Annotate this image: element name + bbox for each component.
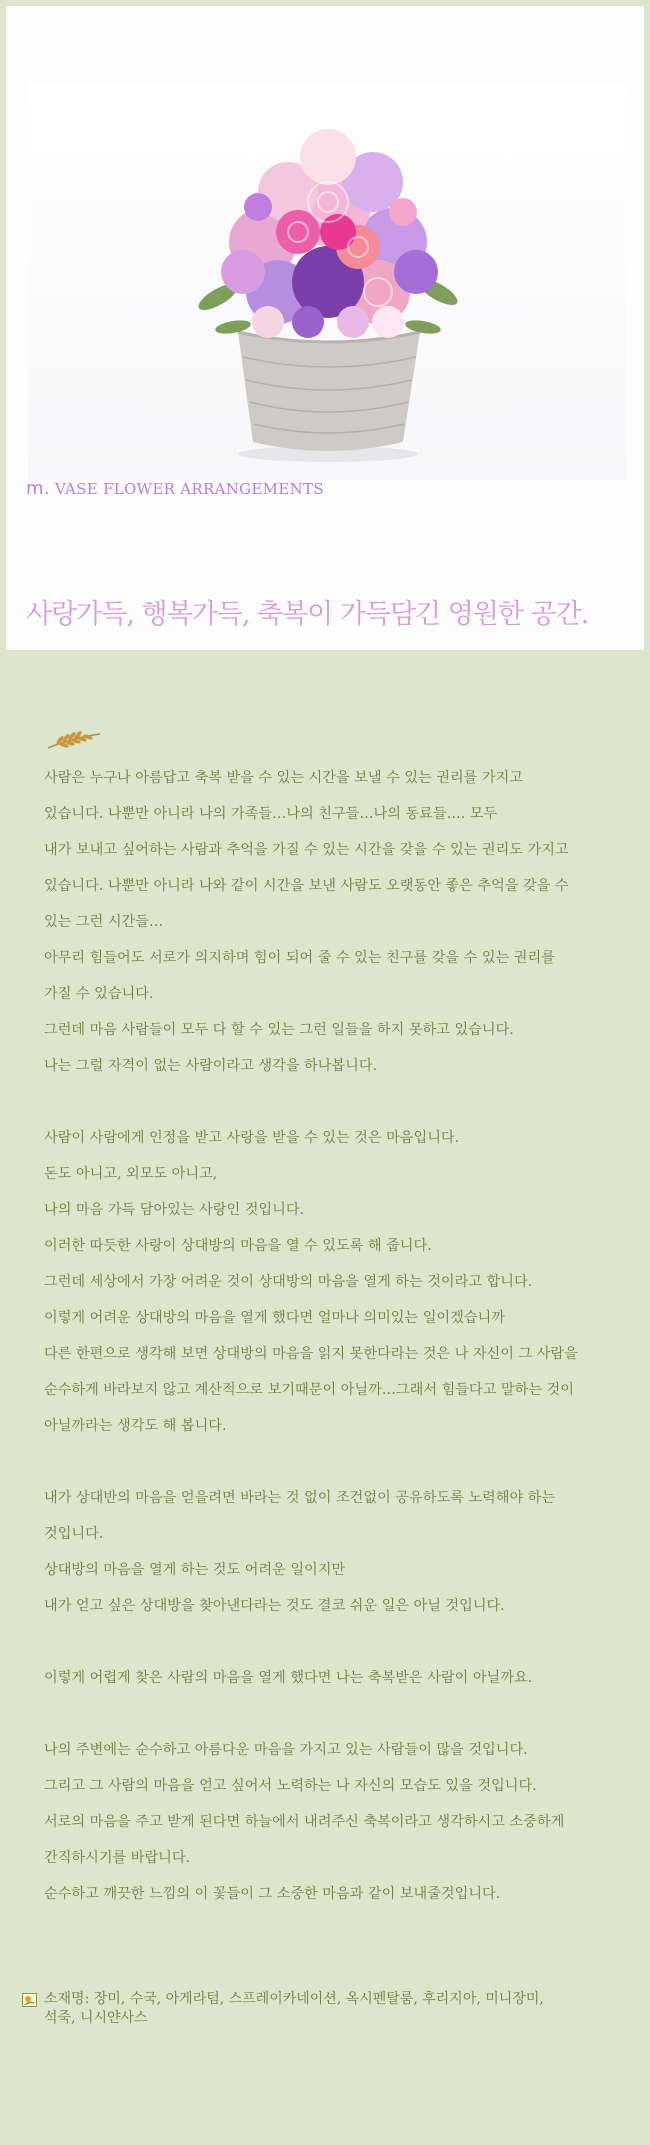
brand-line [26, 478, 324, 504]
body-line: 아닐까라는 생각도 해 봅니다. [44, 1418, 227, 1434]
body-line: 돈도 아니고, 외모도 아니고, [44, 1166, 218, 1182]
flower-photo [28, 82, 626, 480]
body-line: 이렇게 어렵게 찾은 사람의 마음을 열게 했다면 나는 축복받은 사람이 아닐까요. [44, 1670, 533, 1686]
materials-items: 장미, 수국, 아게라텀, 스프레이카네이션, 옥시펜탈룸, 후리지아, 미니장미, [93, 1991, 544, 2007]
body-line: 사람은 누구나 아름답고 축복 받을 수 있는 시간을 보낼 수 있는 권리를 가지고 [44, 770, 523, 786]
body-line: 내가 보내고 싶어하는 사람과 추억을 가질 수 있는 시간을 갖을 수 있는 권리도 가지고 [44, 842, 569, 858]
paragraph-gap [44, 1624, 614, 1660]
body-line: 서로의 마음을 주고 받게 된다면 하늘에서 내려주신 축복이라고 생각하시고 소중하게 [44, 1814, 565, 1830]
body-line: 다른 한편으로 생각해 보면 상대방의 마음을 읽지 못한다라는 것은 나 자신이 그 사람을 [44, 1346, 578, 1362]
body-line: 나의 주변에는 순수하고 아름다운 마음을 가지고 있는 사람들이 많을 것입니다. [44, 1742, 528, 1758]
paragraph-gap [44, 1444, 614, 1480]
flower-basket-image [28, 82, 626, 480]
body-line: 순수하게 바라보지 않고 계산적으로 보기때문이 아닐까…그래서 힘들다고 말하는 것이 [44, 1382, 574, 1398]
body-line: 순수하고 깨끗한 느낌의 이 꽃들이 그 소중한 마음과 같이 보내줄것입니다. [44, 1886, 501, 1902]
brand-text: VASE FLOWER ARRANGEMENTS [54, 480, 324, 498]
body-line: 이러한 따듯한 사랑이 상대방의 마음을 열 수 있도록 해 줍니다. [44, 1238, 432, 1254]
body-line: 있습니다. 나뿐만 아니라 나의 가족들…나의 친구들…나의 동료들…. 모두 [44, 806, 498, 822]
body-line: 그리고 그 사람의 마음을 얻고 싶어서 노력하는 나 자신의 모습도 있을 것입니다. [44, 1778, 537, 1794]
body-line: 그런데 세상에서 가장 어려운 것이 상대방의 마음을 열게 하는 것이라고 합니다. [44, 1274, 533, 1290]
materials-label: 소재명: [44, 1991, 90, 2007]
body-line: 상대방의 마음을 열게 하는 것도 어려운 일이지만 [44, 1562, 346, 1578]
body-line: 것입니다. [44, 1526, 104, 1542]
body-line: 내가 얻고 싶은 상대방을 찾아낸다라는 것도 결코 쉬운 일은 아닐 것입니다. [44, 1598, 505, 1614]
flower-note-icon [22, 1993, 37, 2007]
body-line: 아무리 힘들어도 서로가 의지하며 힘이 되어 줄 수 있는 친구를 갖을 수 있는 권리를 [44, 950, 555, 966]
body-line: 간직하시기를 바랍니다. [44, 1850, 191, 1866]
body-line: 이렇게 어려운 상대방의 마음을 열게 했다면 얼마나 의미있는 일이겠습니까 [44, 1310, 505, 1326]
body-line: 사람이 사람에게 인정을 받고 사랑을 받을 수 있는 것은 마음입니다. [44, 1130, 460, 1146]
body-line: 내가 상대반의 마음을 얻을려면 바라는 것 없이 조건없이 공유하도록 노력해야 하는 [44, 1490, 556, 1506]
body-line: 있는 그런 시간들… [44, 914, 164, 930]
body-line: 그런데 마음 사람들이 모두 다 할 수 있는 그런 일들을 하지 못하고 있습니다. [44, 1022, 514, 1038]
paragraph-gap [44, 1084, 614, 1120]
wheat-leaf-icon [46, 726, 102, 752]
brand-mark: m. [26, 478, 50, 499]
headline: 사랑가득, 행복가득, 축복이 가득담긴 영원한 공간. [26, 599, 589, 630]
body-line: 나는 그럴 자격이 없는 사람이라고 생각을 하나봅니다. [44, 1058, 378, 1074]
hero-card [6, 6, 644, 650]
materials [22, 1990, 612, 2028]
paragraph-gap [44, 1696, 614, 1732]
body-line: 있습니다. 나뿐만 아니라 나와 같이 시간을 보낸 사람도 오랫동안 좋은 추억을 갖을 수 [44, 878, 569, 894]
materials-items-line2: 석죽, 니시얀사스 [44, 2010, 148, 2026]
body-line: 가질 수 있습니다. [44, 986, 154, 1002]
body-text [44, 760, 614, 1912]
body-line: 나의 마음 가득 담아있는 사랑인 것입니다. [44, 1202, 305, 1218]
